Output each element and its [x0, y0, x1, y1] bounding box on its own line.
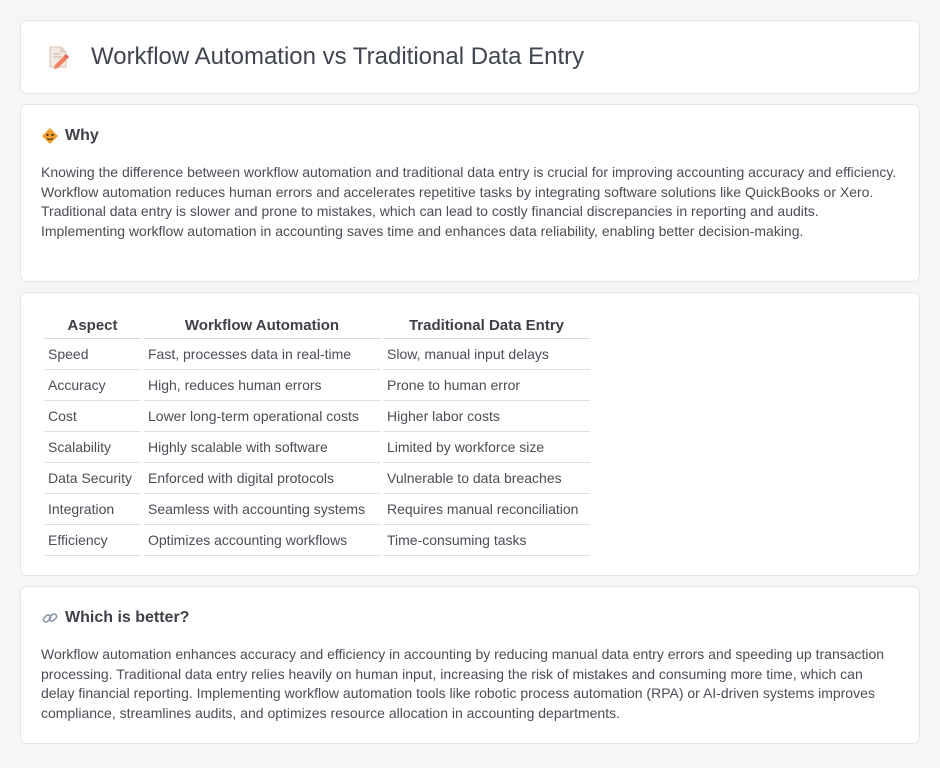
diamond-warning-icon — [41, 127, 59, 145]
table-cell: High, reduces human errors — [144, 370, 380, 401]
why-title: Why — [65, 127, 99, 144]
better-text: Workflow automation enhances accuracy and efficiency in accounting by reducing manual data entry errors and speeding up transaction processing. Traditional data entry relies heavily on human input, increasing the risk of mistakes and consuming more time, which can delay financial reporting. Implementing workflow automation tools like robotic process automation (RPA) or AI-driven systems improves compliance, streamlines audits, and optimizes resource allocation in accounting departments. — [41, 646, 885, 721]
table-cell: Data Security — [44, 463, 141, 494]
table-cell: Requires manual reconciliation — [383, 494, 590, 525]
table-cell: Vulnerable to data breaches — [383, 463, 590, 494]
table-cell: Higher labor costs — [383, 401, 590, 432]
table-cell: Efficiency — [44, 525, 141, 556]
table-cell: Optimizes accounting workflows — [144, 525, 380, 556]
table-cell: Slow, manual input delays — [383, 339, 590, 370]
why-section — [20, 104, 920, 282]
table-header-row — [44, 313, 590, 339]
table-row — [44, 463, 590, 494]
table-row — [44, 525, 590, 556]
table-cell: Prone to human error — [383, 370, 590, 401]
why-heading — [41, 127, 899, 145]
document-pencil-icon — [45, 44, 71, 70]
table-cell: Speed — [44, 339, 141, 370]
column-header-workflow-automation: Workflow Automation — [144, 313, 380, 339]
table-cell: Fast, processes data in real-time — [144, 339, 380, 370]
table-cell: Scalability — [44, 432, 141, 463]
comparison-table — [41, 313, 593, 556]
table-row — [44, 494, 590, 525]
table-row — [44, 339, 590, 370]
table-row — [44, 401, 590, 432]
better-title: Which is better? — [65, 609, 190, 626]
table-row — [44, 432, 590, 463]
table-cell: Integration — [44, 494, 141, 525]
better-heading — [41, 609, 899, 627]
page-title: Workflow Automation vs Traditional Data Entry — [91, 43, 585, 70]
column-header-aspect: Aspect — [44, 313, 141, 339]
table-cell: Limited by workforce size — [383, 432, 590, 463]
header-card — [20, 20, 920, 94]
table-cell: Seamless with accounting systems — [144, 494, 380, 525]
column-header-traditional-data-entry: Traditional Data Entry — [383, 313, 590, 339]
table-cell: Cost — [44, 401, 141, 432]
table-cell: Enforced with digital protocols — [144, 463, 380, 494]
table-cell: Lower long-term operational costs — [144, 401, 380, 432]
which-is-better-section — [20, 586, 920, 744]
table-row — [44, 370, 590, 401]
table-cell: Time-consuming tasks — [383, 525, 590, 556]
link-icon — [41, 609, 59, 627]
comparison-section — [20, 292, 920, 576]
table-cell: Accuracy — [44, 370, 141, 401]
table-cell: Highly scalable with software — [144, 432, 380, 463]
why-text: Knowing the difference between workflow automation and traditional data entry is crucial for improving accounting accuracy and efficiency. Workflow automation reduces human errors and accelerates repetitive tasks by integrating software solutions like QuickBooks or Xero. Traditional data entry is slower and prone to mistakes, which can lead to costly financial discrepancies in reporting and audits. Implementing workflow automation in accounting saves time and enhances data reliability, enabling better decision-making. — [41, 164, 897, 239]
